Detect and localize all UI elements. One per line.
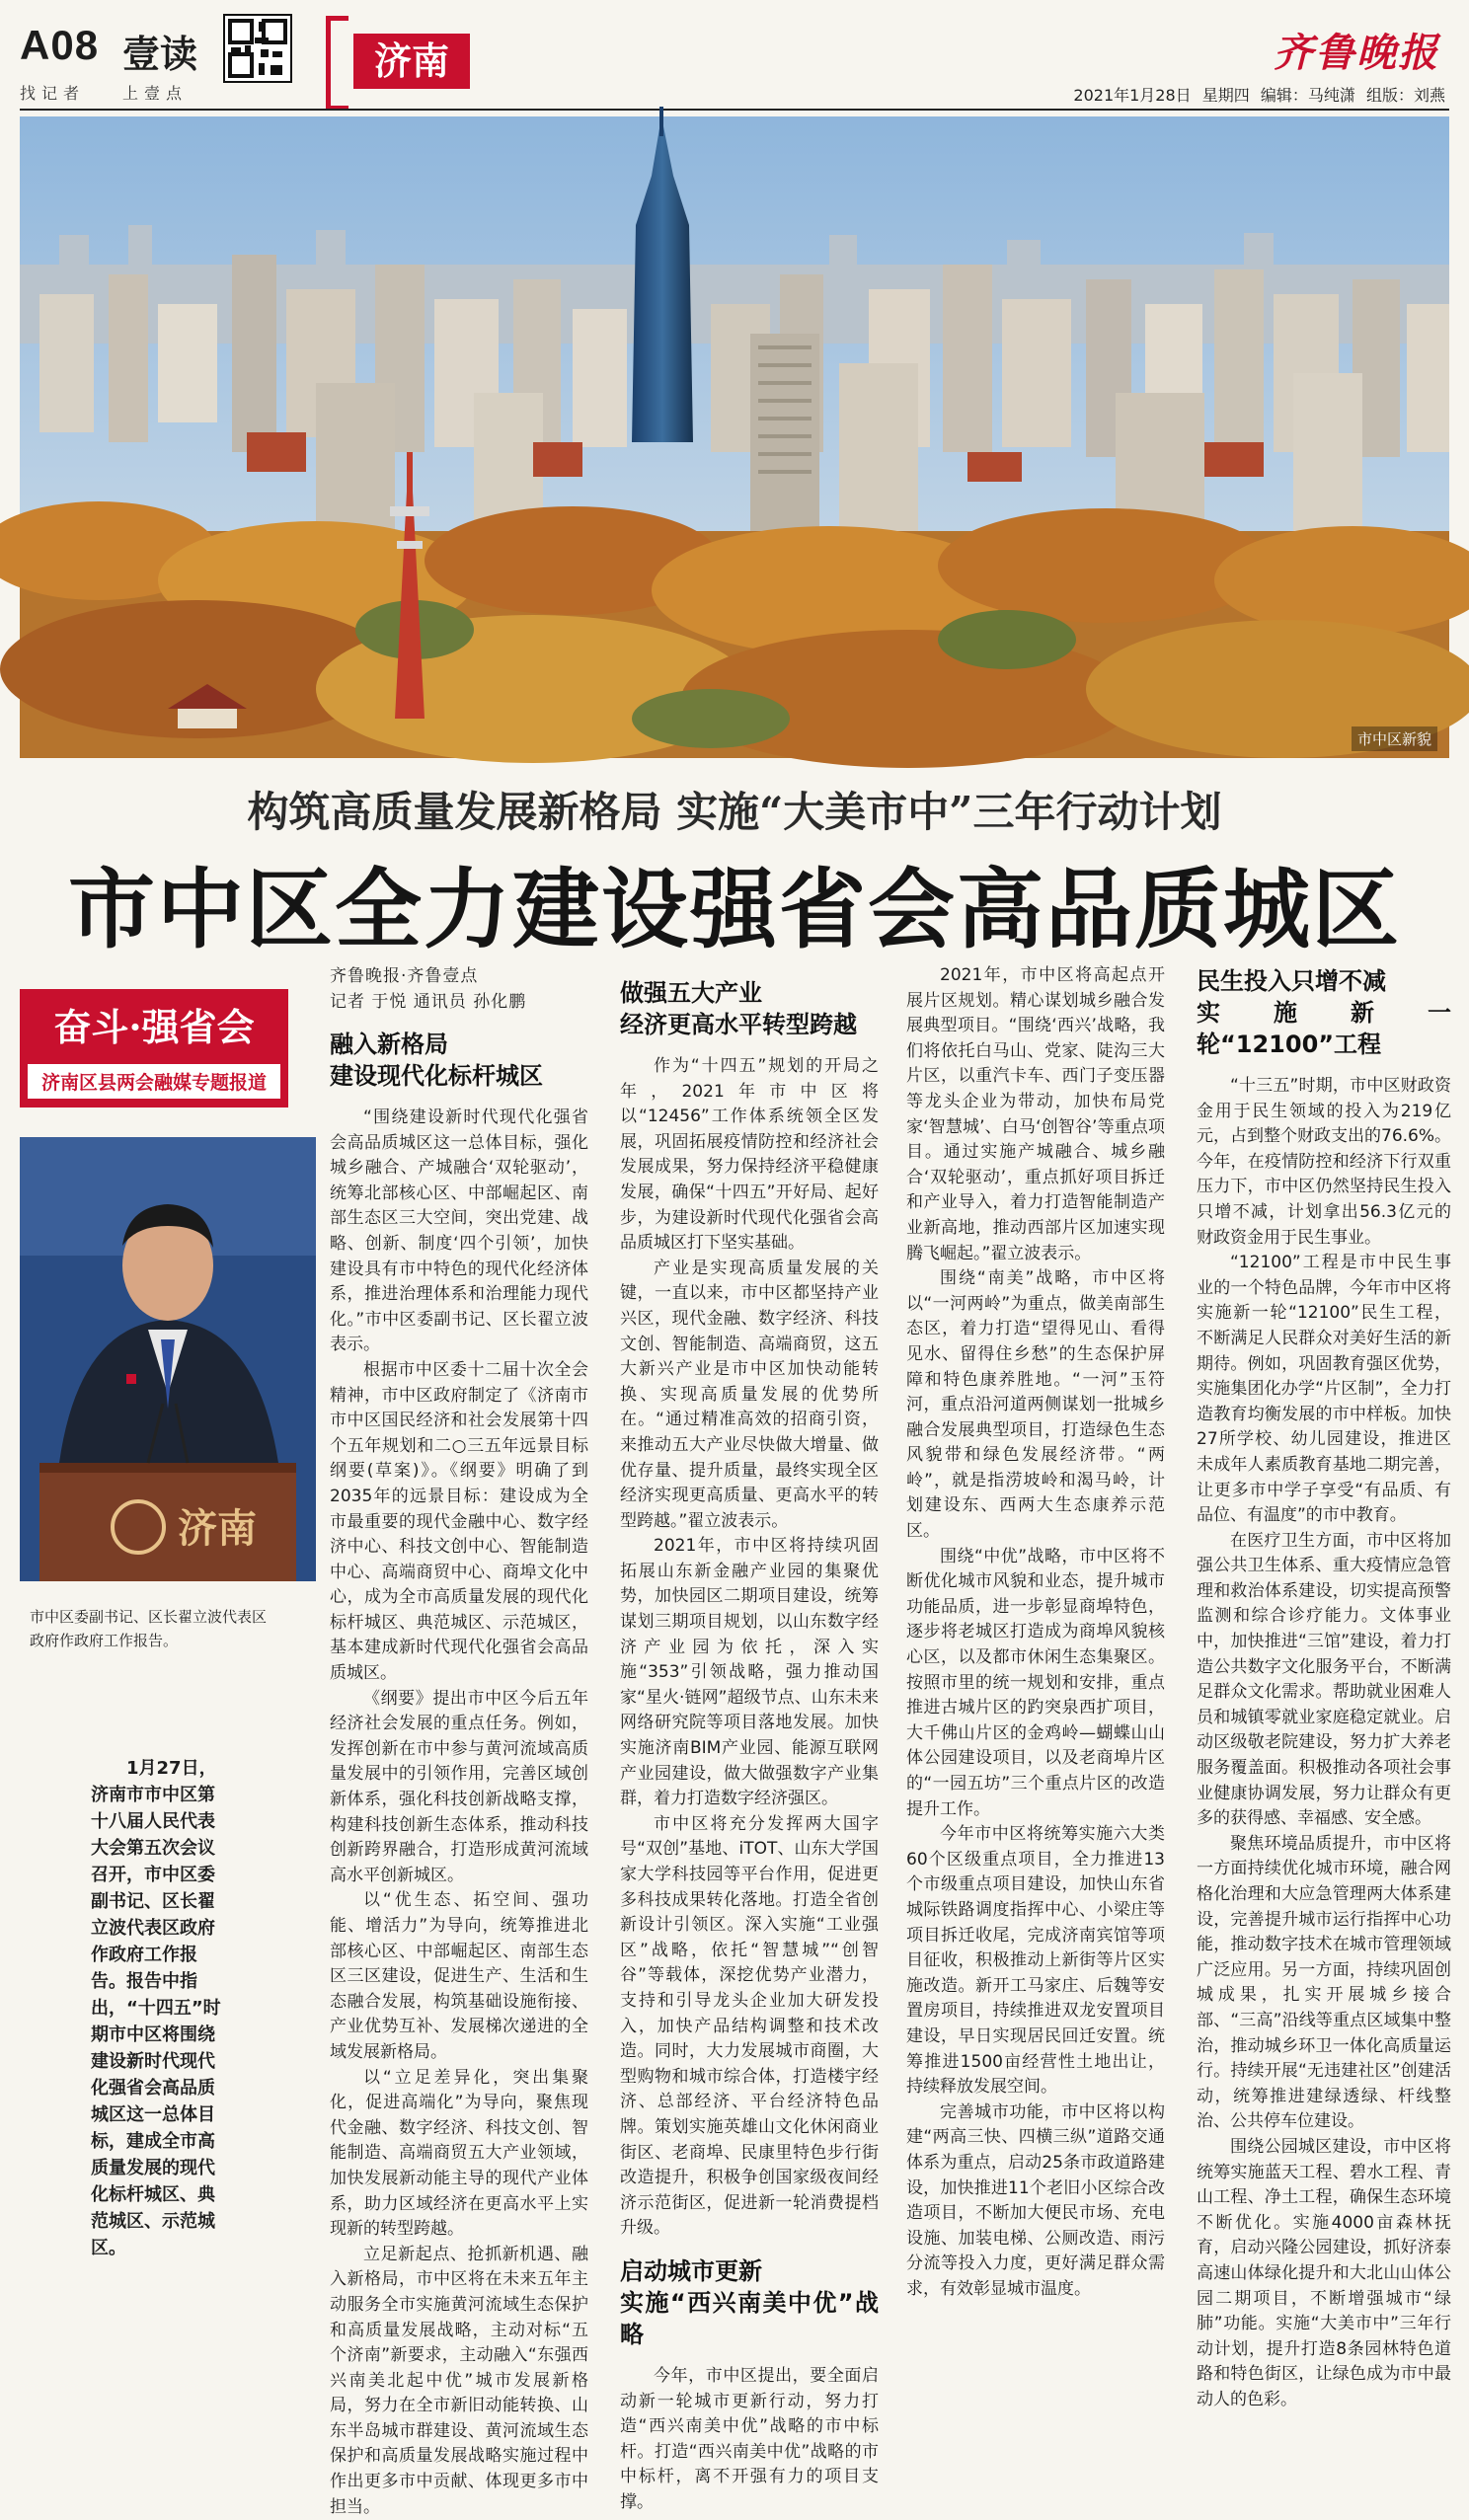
- region-badge: 济南: [353, 34, 470, 89]
- paragraph: 完善城市功能，市中区将以构建“两高三快、四横三纵”道路交通体系为重点，启动25条市政道路建设，加快推进11个老旧小区综合改造项目，不断加大便民市场、充电设施、加装电梯、公厕改造、雨污分流等投入力度，更好满足群众需求，有效彰显城市温度。: [906, 2101, 1165, 2299]
- paragraph: 2021年，市中区将持续巩固拓展山东新金融产业园的集聚优势，加快园区二期项目建设，统筹谋划三期项目规划，以山东数字经济产业园为依托，深入实施“353”引领战略，强力推动国家“星火·链网”超级节点、山东未来网络研究院等项目落地发展。加快实施济南BIM产业园、能源互联网产业园建设，做大做强数字产业集群，着力打造数字经济强区。: [620, 1536, 879, 1809]
- header-rule: [20, 109, 1449, 111]
- article-column-3: [906, 963, 1165, 2355]
- cityscape-photo: [20, 116, 1449, 758]
- paragraph: 今年，市中区提出，要全面启动新一轮城市更新行动，努力打造“西兴南美中优”战略的市中标杆。打造“西兴南美中优”战略的市中标杆，离不开强有力的项目支撑。: [620, 2365, 879, 2512]
- issue-meta: [1073, 83, 1445, 106]
- paragraph: “12100”工程是市中民生事业的一个特色品牌，今年市中区将实施新一轮“12100”民生工程，不断满足人民群众对美好生活的新期待。例如，巩固教育强区优势，实施集团化办学“片区制”，全力打造教育均衡发展的市中样板。加快27所学校、幼儿园建设，推进区未成年人素质教育基地二期完善，让更多市中学子享受“有品质、有品位、有温度”的市中教育。: [1197, 1253, 1451, 1526]
- article-column-2: [620, 963, 879, 2512]
- designer-credit: 组版：刘燕: [1365, 86, 1445, 105]
- byline-reporters: 记者 于悦 通讯员 孙化鹏: [330, 992, 527, 1012]
- paragraph: “十三五”时期，市中区财政资金用于民生领域的投入为219亿元，占到整个财政支出的76.6%。今年，在疫情防控和经济下行双重压力下，市中区仍然坚持民生投入只增不减，计划拿出56.3亿元的财政资金用于民生事业。: [1197, 1076, 1452, 1248]
- article-column-1: [330, 963, 588, 2517]
- issue-weekday: 星期四: [1201, 86, 1250, 105]
- paragraph: 立足新起点、抢抓新机遇、融入新格局，市中区将在未来五年主动服务全市实施黄河流域生态保护和高质量发展战略，主动对标“五个济南”新要求，主动融入“东强西兴南美北起中优”城市发展新格局，努力在全市新旧动能转换、山东半岛城市群建设、黄河流域生态保护和高质量发展战略实施过程中作出更多市中贡献、体现更多市中担当。: [330, 2244, 588, 2517]
- page-number: A08: [20, 22, 100, 68]
- paragraph: 聚焦环境品质提升，市中区将一方面持续优化城市环境，融合网格化治理和大应急管理两大体系建设，完善提升城市运行指挥中心功能，推动数字技术在城市管理领域广泛应用。另一方面，持续巩固创城成果，扎实开展城乡接合部、“三高”沿线等重点区域集中整治，推动城乡环卫一体化高质量运行。持续开展“无违建社区”创建活动，统筹推进建绿透绿、杆线整治、公共停车位建设。: [1197, 1833, 1451, 2132]
- podium-text: 济南: [178, 1505, 257, 1552]
- region-bracket: [326, 16, 348, 111]
- tagline-right: 上壹点: [122, 84, 189, 103]
- newspaper-logo: 齐鲁晚报: [1274, 30, 1439, 76]
- paragraph: 围绕“南美”战略，市中区将以“一河两岭”为重点，做美南部生态区，着力打造“望得见山、看得见水、留得住乡愁”的生态保护屏障和特色康养胜地。“一河”玉符河，重点沿河道两侧谋划一批城乡融合发展典型项目，打造绿色生态风貌带和绿色发展经济带。“两岭”，就是指涝坡岭和渴马岭，计划建设东、西两大生态康养示范区。: [906, 1268, 1165, 1542]
- cityscape-illustration: [20, 116, 1449, 758]
- lead-paragraph: 1月27日，济南市市中区第十八届人民代表大会第五次会议召开，市中区委副书记、区长翟立波代表区政府作政府工作报告。报告中指出，“十四五”时期市中区将围绕建设新时代现代化强省会高品质城区这一总体目标，建成全市高质量发展的现代化标杆城区、典范城区、示范城区。: [91, 1758, 221, 2258]
- section-title: 壹读: [122, 32, 198, 76]
- paragraph: 以“优生态、拓空间、强功能、增活力”为导向，统筹推进北部核心区、中部崛起区、南部生态区三区建设，促进生产、生活和生态融合发展，构筑基础设施衔接、产业优势互补、发展梯次递进的全域发展新格局。: [330, 1890, 588, 2062]
- paragraph: 市中区将充分发挥两大国字号“双创”基地、iTOT、山东大学国家大学科技园等平台作用，促进更多科技成果转化落地。打造全省创新设计引领区。深入实施“工业强区”战略，依托“智慧城”“创智谷”等载体，深挖优势产业潜力，支持和引导龙头企业加大研发投入，加快产品结构调整和技术改造。同时，大力发展城市商圈，大型购物和城市综合体，打造楼宇经济、总部经济、平台经济特色品牌。策划实施英雄山文化休闲商业街区、老商埠、民康里特色步行街改造提升，积极争创国家级夜间经济示范街区，促进新一轮消费提档升级。: [620, 1813, 879, 2239]
- paragraph: 以“立足差异化，突出集聚化，促进高端化”为导向，聚焦现代金融、数字经济、科技文创、智能制造、高端商贸五大产业领域，加快发展新动能主导的现代产业体系，助力区域经济在更高水平上实现新的转型跨越。: [330, 2067, 588, 2240]
- photo-caption: 市中区委副书记、区长翟立波代表区政府作政府工作报告。: [30, 1608, 268, 1649]
- paragraph: 《纲要》提出市中区今后五年经济社会发展的重点任务。例如，发挥创新在市中参与黄河流域高质量发展中的引领作用，完善区域创新体系，强化科技创新战略支撑，构建科技创新生态体系，推动科技创新跨界融合，打造形成黄河流域高水平创新城区。: [330, 1688, 588, 1885]
- paragraph: 作为“十四五”规划的开局之年，2021年市中区将以“12456”工作体系统领全区发展，巩固拓展疫情防控和经济社会发展成果，努力保持经济平稳健康发展，确保“十四五”开好局、起好步，为建设新时代现代化强省会高品质城区打下坚实基础。: [620, 1056, 879, 1254]
- section-heading-4: 民生投入只增不减 实施新一轮“12100”工程: [1197, 967, 1451, 1058]
- series-subtitle: 济南区县两会融媒专题报道: [28, 1064, 280, 1099]
- paragraph: 2021年，市中区将高起点开展片区规划。精心谋划城乡融合发展典型项目。“围绕‘西兴’战略，我们将依托白马山、党家、陡沟三大片区，以重汽卡车、西门子变压器等龙头企业为带动，加快布局党家‘智慧城’、白马‘创智谷’等重点项目。通过实施产城融合、城乡融合‘双轮驱动’，重点抓好项目拆迁和产业导入，着力打造智能制造产业新高地，推动西部片区加速实现腾飞崛起。”翟立波表示。: [906, 965, 1165, 1263]
- editor-credit: 编辑：马纯潇: [1260, 86, 1355, 105]
- section-heading-1: 融入新格局 建设现代化标杆城区: [330, 1031, 543, 1090]
- paragraph: “围绕建设新时代现代化强省会高品质城区这一总体目标，强化城乡融合、产城融合‘双轮驱动’，统筹北部核心区、中部崛起区、南部生态区三大空间，突出党建、战略、创新、制度‘四个引领’，加快建设具有市中特色的现代化经济体系，推进治理体系和治理能力现代化。”市中区委副书记、区长翟立波表示。: [330, 1107, 588, 1355]
- sub-headline: 构筑高质量发展新格局 实施“大美市中”三年行动计划: [247, 788, 1222, 836]
- paragraph: 在医疗卫生方面，市中区将加强公共卫生体系、重大疫情应急管理和救治体系建设，切实提高预警监测和综合诊疗能力。文体事业中，加快推进“三馆”建设，着力打造公共数字文化服务平台，不断满足群众文化需求。帮助就业困难人员和城镇零就业家庭稳定就业。启动区级敬老院建设，努力扩大养老服务覆盖面。积极推动各项社会事业健康协调发展，努力让群众有更多的获得感、幸福感、安全感。: [1197, 1530, 1451, 1829]
- section-heading-2: 做强五大产业 经济更高水平转型跨越: [620, 979, 857, 1038]
- paragraph: 产业是实现高质量发展的关键，一直以来，市中区都坚持产业兴区，现代金融、数字经济、科技文创、智能制造、高端商贸，这五大新兴产业是市中区加快动能转换、实现高质量发展的优势所在。“通过精准高效的招商引资，来推动五大产业尽快做大增量、做优存量、提升质量，最终实现全区经济实现更高质量、更高水平的转型跨越。”翟立波表示。: [620, 1258, 879, 1531]
- series-title: 奋斗·强省会: [53, 1005, 255, 1049]
- paragraph: 今年市中区将统筹实施六大类60个区级重点项目，全力推进13个市级重点项目建设，加快山东省城际铁路调度指挥中心、小梁庄等项目拆迁收尾，完成济南宾馆等项目征收，积极推动上新街等片区实施改造。新开工马家庄、后魏等安置房项目，持续推进双龙安置项目建设，早日实现居民回迁安置。统筹推进1500亩经营性土地出让，持续释放发展空间。: [906, 1824, 1165, 2098]
- paragraph: 围绕“中优”战略，市中区将不断优化城市风貌和业态，提升城市功能品质，进一步彰显商埠特色，逐步将老城区打造成为商埠风貌核心区，以及都市休闲生态集聚区。按照市里的统一规划和安排，重点推进古城片区的趵突泉西扩项目，大千佛山片区的金鸡岭—蝴蝶山山体公园建设项目，以及老商埠片区的“一园五坊”三个重点片区的改造提升工作。: [906, 1546, 1165, 1819]
- tagline-left: 找记者: [20, 84, 86, 103]
- paragraph: 根据市中区委十二届十次全会精神，市中区政府制定了《济南市市中区国民经济和社会发展第十四个五年规划和二○三五年远景目标纲要(草案)》。《纲要》明确了到2035年的远景目标：建设成为全市最重要的现代金融中心、数字经济中心、科技文创中心、智能制造中心、高端商贸中心、商埠文化中心，成为全市高质量发展的现代化标杆城区、典范城区、示范城区，基本建成新时代现代化强省会高品质城区。: [330, 1359, 588, 1684]
- byline: [330, 963, 588, 1015]
- main-headline: 市中区全力建设强省会高品质城区: [67, 859, 1401, 960]
- speaker-photo: [20, 1137, 316, 1581]
- article-column-4: [1197, 963, 1452, 2409]
- qr-code-icon[interactable]: [223, 14, 292, 83]
- series-banner: [20, 989, 288, 1107]
- photo-credit: 市中区新貌: [1352, 726, 1437, 751]
- byline-outlet: 齐鲁晚报·齐鲁壹点: [330, 966, 479, 986]
- paragraph: 围绕公园城区建设，市中区将统筹实施蓝天工程、碧水工程、青山工程、净土工程，确保生态环境不断优化。实施4000亩森林抚育，启动兴隆公园建设，抓好济泰高速山体绿化提升和大北山山体公园二期项目，不断增强城市“绿肺”功能。实施“大美市中”三年行动计划，提升打造8条园林特色道路和特色街区，让绿色成为市中最动人的色彩。: [1197, 2136, 1451, 2409]
- issue-date: 2021年1月28日: [1073, 86, 1192, 105]
- section-heading-3: 启动城市更新 实施“西兴南美中优”战略: [620, 2256, 879, 2348]
- speaker-illustration: [20, 1137, 316, 1581]
